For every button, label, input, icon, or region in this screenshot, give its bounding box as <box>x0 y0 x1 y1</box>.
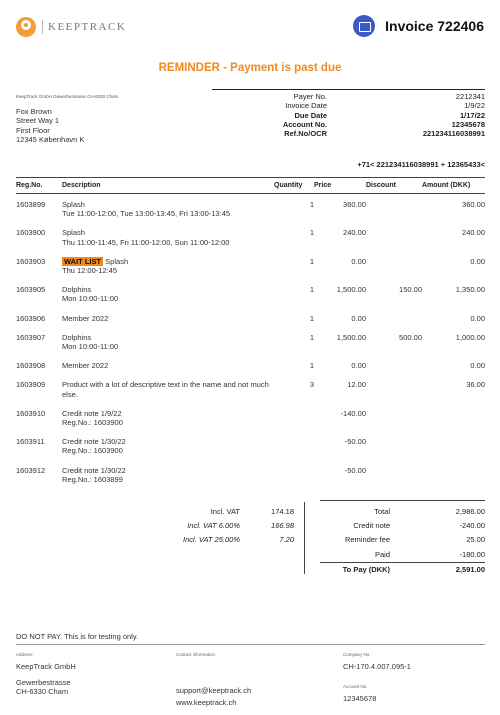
sender-line: KeepTrack GmbH Gewerbestrasse CH-6330 Cham <box>16 94 119 99</box>
meta-label: Invoice Date <box>285 101 327 111</box>
cell-discount <box>366 355 422 374</box>
vat-value: 174.18 <box>271 507 294 516</box>
footer-account-label: Account No. <box>343 683 368 689</box>
meta-label: Account No. <box>282 119 327 129</box>
cell-quantity: 3 <box>309 380 314 390</box>
vat-row <box>150 533 294 547</box>
cell-quantity: 1 <box>309 285 314 295</box>
description-detail: Thu 12:00-12:45 <box>62 266 118 276</box>
table-row <box>16 222 485 250</box>
meta-value: 1/17/22 <box>459 110 485 120</box>
table-row <box>16 374 485 402</box>
meta-row <box>212 129 485 138</box>
recipient-line: 12345 København K <box>16 134 85 144</box>
cell-description <box>62 251 274 279</box>
cell-description <box>62 222 274 250</box>
cell-price: 1,500.00 <box>336 285 366 295</box>
cell-quantity: 1 <box>309 228 314 238</box>
table-row <box>16 403 485 431</box>
cell-description <box>62 279 274 307</box>
cell-amount: 0.00 <box>470 361 485 371</box>
cell-amount <box>422 460 485 488</box>
cell-discount <box>366 374 422 402</box>
footer-address-label: Address <box>16 652 33 657</box>
cell-amount: 36.00 <box>466 380 485 390</box>
account-number: 12345678 <box>343 694 377 704</box>
table-row <box>16 194 485 223</box>
table-row <box>16 279 485 307</box>
cell-reg-no: 1603911 <box>16 437 45 447</box>
description-detail: Reg.No.: 1603900 <box>62 446 123 456</box>
cell-description <box>62 460 274 488</box>
meta-label: Ref.No/OCR <box>284 129 327 139</box>
cell-amount <box>422 431 485 459</box>
description-detail: Mon 10:00-11:00 <box>62 294 119 304</box>
to-pay-value: 2,591.00 <box>455 564 485 574</box>
reminder-banner: REMINDER - Payment is past due <box>158 62 342 74</box>
meta-value: 12345678 <box>451 119 485 129</box>
cell-reg-no: 1603912 <box>16 465 46 475</box>
meta-label: Payer No. <box>293 92 327 101</box>
logo-divider <box>42 20 43 34</box>
invoice-icon <box>353 15 375 37</box>
cell-quantity <box>274 460 314 488</box>
summary-divider <box>304 502 305 574</box>
description-text: Member 2022 <box>62 313 109 323</box>
description-detail: Reg.No.: 1603900 <box>62 418 123 428</box>
line-items-table <box>16 177 485 488</box>
table-row <box>16 327 485 355</box>
description-text: Credit note 1/30/22 <box>62 437 126 447</box>
description-text: Dolphins <box>62 285 92 295</box>
description-detail: Thu 11:00-11:45, Fri 11:00-12:00, Sun 11:00-12:00 <box>62 237 230 247</box>
cell-discount <box>366 308 422 327</box>
totals-row <box>320 533 485 547</box>
description-text: Splash <box>62 200 85 209</box>
footer-address <box>16 650 76 697</box>
table-row <box>16 308 485 327</box>
vat-label: Incl. VAT <box>210 507 240 516</box>
to-pay-row <box>320 562 485 577</box>
ocr-line: +71< 221234116038991 + 12365433< <box>357 160 485 169</box>
invoice-heading <box>353 15 484 37</box>
cell-quantity: 1 <box>309 256 314 266</box>
support-email-link[interactable]: support@keeptrack.ch <box>176 686 252 696</box>
recipient-line: Street Way 1 <box>16 116 60 126</box>
table-row <box>16 460 485 488</box>
cell-price: 0.00 <box>351 256 366 266</box>
cell-price: -50.00 <box>344 465 366 475</box>
cell-discount <box>366 222 422 250</box>
footer-spacer <box>176 662 251 686</box>
cell-discount <box>366 251 422 279</box>
vat-row <box>150 505 294 519</box>
cell-quantity: 1 <box>309 332 314 342</box>
totals-value: -240.00 <box>459 521 485 531</box>
totals-top-rule <box>320 500 485 501</box>
cell-amount: 1,350.00 <box>455 285 485 295</box>
cell-amount: 360.00 <box>462 200 485 209</box>
cell-description <box>62 355 274 374</box>
cell-quantity <box>274 403 314 431</box>
footer-address-line: KeepTrack GmbH <box>16 662 76 672</box>
vat-label: Incl. VAT 25.00% <box>183 535 240 545</box>
test-notice: DO NOT PAY. This is for testing only. <box>16 632 139 641</box>
table-row <box>16 251 485 279</box>
cell-discount <box>366 403 422 431</box>
cell-amount: 240.00 <box>462 228 485 238</box>
totals-value: 25.00 <box>466 535 485 545</box>
cell-discount: 500.00 <box>399 332 422 342</box>
table-row <box>16 431 485 459</box>
cell-price: -140.00 <box>340 408 366 418</box>
cell-price: 1,500.00 <box>336 332 366 342</box>
col-amount: Amount (DKK) <box>422 178 485 194</box>
meta-value: 221234116038991 <box>422 129 485 139</box>
cell-amount <box>422 403 485 431</box>
totals-value: 2,986.00 <box>455 507 485 516</box>
company-number: CH-170.4.007.095-1 <box>343 662 411 672</box>
totals-row <box>320 519 485 533</box>
totals-label: Total <box>374 507 390 516</box>
meta-row <box>212 111 485 120</box>
cell-quantity: 1 <box>309 361 314 371</box>
description-text: Splash <box>103 256 129 266</box>
recipient-line: First Floor <box>16 125 50 135</box>
cell-price: 0.00 <box>351 313 366 323</box>
col-discount: Discount <box>366 178 422 194</box>
cell-quantity <box>274 431 314 459</box>
cell-discount <box>366 194 422 223</box>
cell-amount: 1,000.00 <box>455 332 485 342</box>
description-detail: Tue 11:00-12:00, Tue 13:00-13:45, Fri 13:00-13:45 <box>62 209 231 219</box>
cell-reg-no: 1603910 <box>16 408 46 418</box>
vat-value: 166.98 <box>271 521 294 531</box>
meta-row <box>212 120 485 129</box>
cell-reg-no: 1603900 <box>16 228 46 238</box>
cell-price: 12.00 <box>347 380 366 390</box>
table-header-row <box>16 178 485 194</box>
table-row <box>16 355 485 374</box>
vat-summary <box>150 505 294 548</box>
cell-reg-no: 1603905 <box>16 285 46 295</box>
cell-description <box>62 403 274 431</box>
totals-label: Reminder fee <box>344 535 390 545</box>
website-link[interactable]: www.keeptrack.ch <box>176 697 237 707</box>
recipient-address <box>16 107 84 144</box>
logo-mark-icon <box>16 17 36 37</box>
cell-reg-no: 1603909 <box>16 380 46 390</box>
totals-label: Paid <box>374 549 390 559</box>
invoice-title: Invoice 722406 <box>385 18 484 34</box>
footer-contact <box>176 650 251 707</box>
cell-discount <box>366 431 422 459</box>
description-text: Member 2022 <box>62 361 109 371</box>
recipient-line: Fox Brown <box>16 107 52 116</box>
col-description: Description <box>62 178 274 194</box>
description-text: Splash <box>62 228 85 238</box>
invoice-meta <box>212 92 485 138</box>
cell-price: 360.00 <box>343 200 366 209</box>
meta-divider <box>212 89 485 90</box>
description-text: Credit note 1/30/22 <box>62 465 126 475</box>
footer-contact-label: Contact information <box>176 652 216 657</box>
cell-quantity: 1 <box>309 313 314 323</box>
cell-quantity: 1 <box>309 200 314 209</box>
description-text: Credit note 1/9/22 <box>62 408 122 418</box>
vat-value: 7.20 <box>279 535 294 545</box>
totals-value: -180.00 <box>459 549 485 559</box>
cell-reg-no: 1603906 <box>16 313 46 323</box>
cell-reg-no: 1603908 <box>16 361 46 371</box>
vat-row <box>150 519 294 533</box>
description-text: Dolphins <box>62 332 92 342</box>
footer-divider <box>16 644 485 645</box>
description-text: Product with a lot of descriptive text in the name and not much else. <box>62 380 269 399</box>
description-detail: Mon 10:00-11:00 <box>62 342 119 352</box>
col-quantity: Quantity <box>274 178 314 194</box>
footer-company <box>343 650 411 704</box>
cell-reg-no: 1603907 <box>16 332 46 342</box>
to-pay-label: To Pay (DKK) <box>342 564 390 574</box>
totals-label: Credit note <box>353 521 390 531</box>
cell-price: 0.00 <box>351 361 366 371</box>
meta-row <box>212 92 485 101</box>
description-detail: Reg.No.: 1603899 <box>62 474 123 484</box>
totals-row <box>320 548 485 562</box>
invoice-header <box>0 0 500 55</box>
cell-price: -50.00 <box>344 437 366 447</box>
cell-amount: 0.00 <box>470 256 485 266</box>
company-logo <box>16 17 126 37</box>
totals-row <box>320 505 485 519</box>
cell-discount <box>366 460 422 488</box>
cell-reg-no: 1603903 <box>16 256 46 266</box>
footer-address-line: CH-6330 Cham <box>16 687 69 697</box>
totals-summary <box>320 505 485 577</box>
cell-reg-no: 1603899 <box>16 200 46 209</box>
cell-price: 240.00 <box>343 228 366 238</box>
meta-label: Due Date <box>294 110 327 120</box>
vat-label: Incl. VAT 6.00% <box>187 521 240 531</box>
logo-text: KEEPTRACK <box>48 21 127 33</box>
cell-description <box>62 194 274 223</box>
meta-row <box>212 101 485 110</box>
meta-value: 2212341 <box>455 92 485 101</box>
cell-discount: 150.00 <box>399 285 422 295</box>
cell-description <box>62 431 274 459</box>
footer-company-label: Company No. <box>343 652 371 657</box>
col-reg-no: Reg.No. <box>16 178 62 194</box>
footer-spacer <box>343 672 411 682</box>
cell-description <box>62 374 274 402</box>
wait-list-badge: WAIT LIST <box>64 256 102 266</box>
cell-description <box>62 327 274 355</box>
meta-value: 1/9/22 <box>464 101 485 111</box>
footer-address-line: Gewerbestrasse <box>16 677 71 687</box>
cell-amount: 0.00 <box>470 313 485 323</box>
cell-description <box>62 308 274 327</box>
col-price: Price <box>314 178 366 194</box>
